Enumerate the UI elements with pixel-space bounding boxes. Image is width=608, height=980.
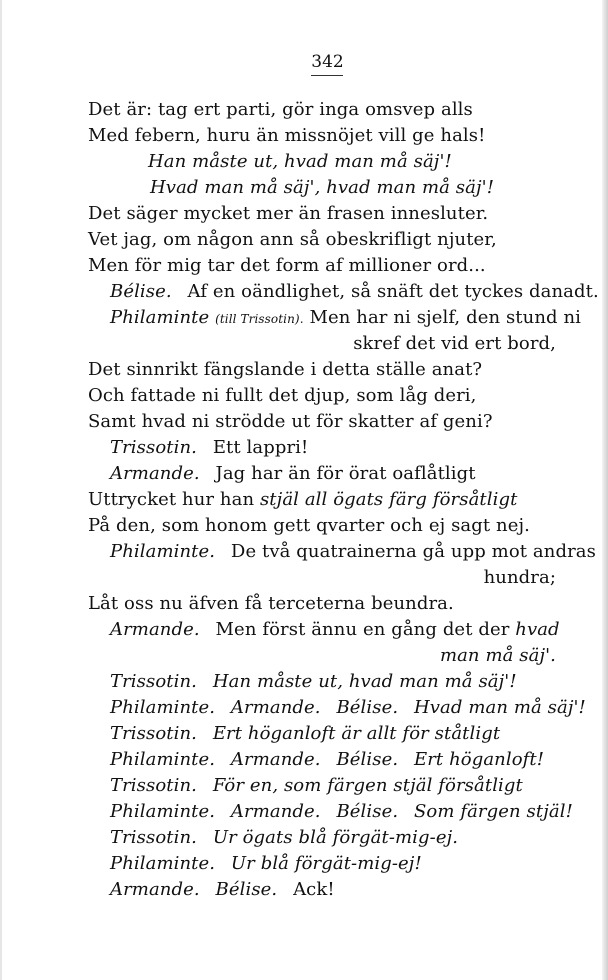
- verse-line-18: [110, 540, 596, 564]
- verse-line-20: Låt oss nu äfven få terceterna beundra.: [88, 593, 454, 614]
- speaker-name: Bélise.: [215, 879, 278, 900]
- page-edge-left: [0, 0, 2, 980]
- speaker-name: Armande.: [230, 749, 321, 770]
- speech-text: För en, som färgen stjäl försåtligt: [212, 775, 523, 796]
- speech-text: Ett lappri!: [212, 437, 309, 458]
- speech-text: Ur blå förgät-mig-ej!: [230, 853, 422, 874]
- verse-line-31: [110, 878, 335, 902]
- verse-line-6: Vet jag, om någon ann så obeskrifligt njuter,: [88, 229, 497, 250]
- speech-text: Jag har än för örat oaflåtligt: [215, 463, 476, 484]
- verse-line-23: [110, 670, 517, 694]
- verse-line-24: [110, 696, 586, 720]
- speaker-name: Armande.: [110, 879, 200, 900]
- verse-line-25: [110, 722, 500, 746]
- verse-line-8: [110, 280, 599, 304]
- speaker-name: Bélise.: [336, 749, 399, 770]
- speaker-name: Bélise.: [336, 801, 399, 822]
- speech-text: Hvad man må säj'!: [413, 697, 586, 718]
- page-number-rule: [311, 75, 343, 76]
- speaker-name: Armande.: [110, 619, 200, 640]
- speaker-name: Philaminte.: [110, 801, 216, 822]
- verse-line-11: Det sinnrikt fängslande i detta ställe anat?: [88, 359, 483, 380]
- speaker-name: Armande.: [230, 801, 321, 822]
- speaker-name: Philaminte.: [110, 749, 216, 770]
- speaker-name: Trissotin.: [110, 671, 197, 692]
- speech-text: Han måste ut, hvad man må säj'!: [212, 671, 517, 692]
- verse-line-28: [110, 800, 573, 824]
- speech-text: Ur ögats blå förgät-mig-ej.: [212, 827, 459, 848]
- speech-text: Men har ni sjelf, den stund ni: [309, 307, 582, 328]
- verse-line-4: Hvad man må säj', hvad man må säj'!: [150, 177, 495, 198]
- speech-text: Ert höganloft!: [413, 749, 545, 770]
- verse-line-22: man må säj'.: [439, 645, 556, 666]
- speech-text: Af en oändlighet, så snäft det tyckes danadt.: [187, 281, 599, 302]
- speaker-name: Armande.: [110, 463, 200, 484]
- quoted-phrase: stjäl all ögats färg försåtligt: [259, 489, 518, 510]
- speech-text: Som färgen stjäl!: [413, 801, 573, 822]
- speech-text: Men först ännu en gång det der: [215, 619, 510, 640]
- speaker-name: Armande.: [230, 697, 321, 718]
- verse-line-13: Samt hvad ni strödde ut för skatter af geni?: [88, 411, 493, 432]
- verse-line-9: [110, 306, 581, 331]
- speaker-name: Trissotin.: [110, 775, 197, 796]
- verse-line-3: Han måste ut, hvad man må säj'!: [148, 151, 452, 172]
- verse-line-26: [110, 748, 544, 772]
- speaker-name: Philaminte: [110, 307, 210, 328]
- page-edge-right: [602, 0, 608, 980]
- verse-line-30: [110, 852, 422, 876]
- verse-line-17: På den, som honom gett qvarter och ej sagt nej.: [88, 515, 530, 536]
- page-number: 342: [311, 52, 344, 72]
- speech-text: Ack!: [293, 879, 335, 900]
- speaker-name: Bélise.: [336, 697, 399, 718]
- speaker-name: Bélise.: [110, 281, 172, 302]
- speech-text: Ert höganloft är allt för ståtligt: [212, 723, 501, 744]
- speaker-name: Philaminte.: [110, 541, 216, 562]
- verse-line-29: [110, 826, 458, 850]
- verse-line-21: [110, 618, 560, 642]
- stage-direction: (till Trissotin).: [215, 312, 304, 326]
- quoted-phrase: hvad: [515, 619, 560, 640]
- verse-line-14: [110, 436, 308, 460]
- verse-line-2: Med febern, huru än missnöjet vill ge hals!: [88, 125, 486, 146]
- verse-line-16: [88, 488, 517, 512]
- speaker-name: Trissotin.: [110, 723, 197, 744]
- speaker-name: Philaminte.: [110, 853, 216, 874]
- speaker-name: Trissotin.: [110, 437, 197, 458]
- speaker-name: Trissotin.: [110, 827, 197, 848]
- speech-text: Uttrycket hur han: [88, 489, 255, 510]
- speaker-name: Philaminte.: [110, 697, 216, 718]
- verse-line-15: [110, 462, 476, 486]
- verse-line-27: [110, 774, 523, 798]
- speech-text: De två quatrainerna gå upp mot andras: [230, 541, 596, 562]
- verse-line-1: Det är: tag ert parti, gör inga omsvep alls: [88, 99, 473, 120]
- verse-line-5: Det säger mycket mer än frasen innesluter.: [88, 203, 489, 224]
- verse-line-12: Och fattade ni fullt det djup, som låg deri,: [88, 385, 477, 406]
- verse-line-10: skref det vid ert bord,: [353, 333, 556, 354]
- verse-line-19: hundra;: [483, 567, 556, 588]
- verse-line-7: Men för mig tar det form af millioner ord...: [88, 255, 486, 276]
